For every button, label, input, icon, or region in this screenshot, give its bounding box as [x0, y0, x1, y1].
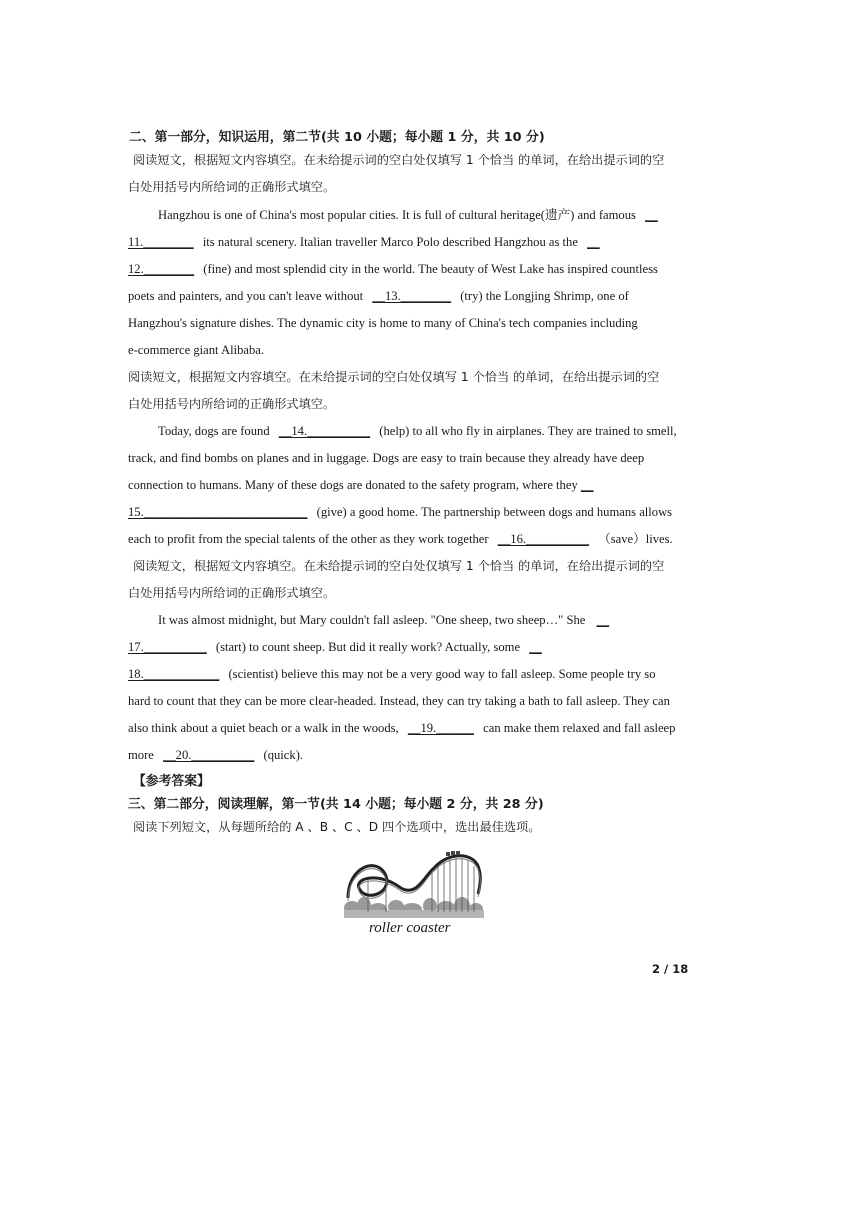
passage-line: [128, 639, 542, 655]
blank-19: __19.______: [407, 721, 474, 735]
passage-line: [128, 477, 594, 493]
passage-line: e-commerce giant Alibaba.: [128, 343, 265, 357]
instruction-line: 白处用括号内所给词的正确形式填空。: [128, 586, 336, 600]
instruction-line: 阅读短文，根据短文内容填空。在未给提示词的空白处仅填写 1 个恰当 的单词，在给出提示词的空: [128, 370, 660, 384]
passage-text: Hangzhou is one of China's most popular cities. It is full of cultural heritage(遗产) and famous: [158, 208, 636, 222]
blank: __: [580, 478, 594, 492]
passage-line: [158, 423, 677, 439]
blank: __: [596, 613, 610, 627]
passage-text: more: [128, 748, 154, 762]
blank-20: __20.__________: [163, 748, 255, 762]
passage-text: It was almost midnight, but Mary couldn't fall asleep. "One sheep, two sheep…" She: [158, 613, 586, 627]
instruction-line: 白处用括号内所给词的正确形式填空。: [128, 180, 336, 194]
passage-text: poets and painters, and you can't leave without: [128, 289, 364, 303]
passage-text: (help) to all who fly in airplanes. They are trained to smell,: [379, 424, 677, 438]
instruction-line: 阅读短文，根据短文内容填空。在未给提示词的空白处仅填写 1 个恰当 的单词，在给出提示词的空: [133, 559, 665, 573]
passage-text: (scientist) believe this may not be a very good way to fall asleep. Some people try so: [228, 667, 656, 681]
blank: __: [645, 208, 658, 222]
passage-line: [128, 288, 629, 304]
passage-line: [128, 261, 658, 277]
blank: __: [587, 235, 600, 249]
page-number: 2 / 18: [652, 962, 689, 976]
instruction-line: 阅读短文，根据短文内容填空。在未给提示词的空白处仅填写 1 个恰当 的单词，在给出提示词的空: [133, 153, 665, 167]
roller-coaster-illustration: [338, 846, 488, 924]
instruction-line: 白处用括号内所给词的正确形式填空。: [128, 397, 336, 411]
passage-line: [128, 720, 675, 736]
passage-line: [128, 234, 600, 250]
blank-15: 15.__________________________: [128, 505, 308, 519]
passage-line: [128, 504, 672, 520]
passage-text: can make them relaxed and fall asleep: [483, 721, 676, 735]
passage-text: (start) to count sheep. But did it really work? Actually, some: [215, 640, 521, 654]
passage-line: [128, 531, 673, 547]
instruction-line: 阅读下列短文，从每题所给的 A 、B 、C 、D 四个选项中，选出最佳选项。: [133, 820, 541, 834]
answer-reference: 【参考答案】: [133, 774, 210, 789]
passage-text: also think about a quiet beach or a walk in the woods,: [128, 721, 399, 735]
passage-line: [128, 747, 303, 763]
blank-14: __14.__________: [278, 424, 371, 438]
passage-text: (try) the Longjing Shrimp, one of: [460, 289, 629, 303]
blank-12: 12.________: [128, 262, 195, 276]
blank-17: 17.__________: [128, 640, 207, 654]
passage-line: [128, 666, 656, 682]
blank: __: [529, 640, 542, 654]
blank-11: 11.________: [128, 235, 194, 249]
passage-text: (fine) and most splendid city in the world. The beauty of West Lake has inspired countless: [203, 262, 658, 276]
blank-13: __13.________: [372, 289, 452, 303]
passage-text: its natural scenery. Italian traveller Marco Polo described Hangzhou as the: [202, 235, 578, 249]
passage-line: [158, 612, 609, 628]
passage-text: Today, dogs are found: [158, 424, 270, 438]
passage-text: （save）lives.: [598, 532, 673, 546]
passage-text: (quick).: [263, 748, 304, 762]
blank-18: 18.____________: [128, 667, 220, 681]
blank-16: __16.__________: [497, 532, 590, 546]
passage-line: [158, 207, 658, 223]
passage-line: hard to count that they can be more clear-headed. Instead, they can try taking a bath to fall asleep. They can: [128, 694, 670, 708]
passage-line: track, and find bombs on planes and in luggage. Dogs are easy to train because they already have deep: [128, 451, 645, 465]
passage-text: each to profit from the special talents of the other as they work together: [128, 532, 489, 546]
passage-line: Hangzhou's signature dishes. The dynamic city is home to many of China's tech companies including: [128, 316, 638, 330]
figure-caption: roller coaster: [369, 920, 451, 936]
passage-text: (give) a good home. The partnership between dogs and humans allows: [316, 505, 673, 519]
section-2-heading: 二、第一部分，知识运用，第二节(共 10 小题；每小题 1 分，共 10 分): [129, 130, 545, 145]
section-3-heading: 三、第二部分，阅读理解，第一节(共 14 小题；每小题 2 分，共 28 分): [128, 797, 544, 812]
passage-text: connection to humans. Many of these dogs are donated to the safety program, where they: [128, 478, 578, 492]
